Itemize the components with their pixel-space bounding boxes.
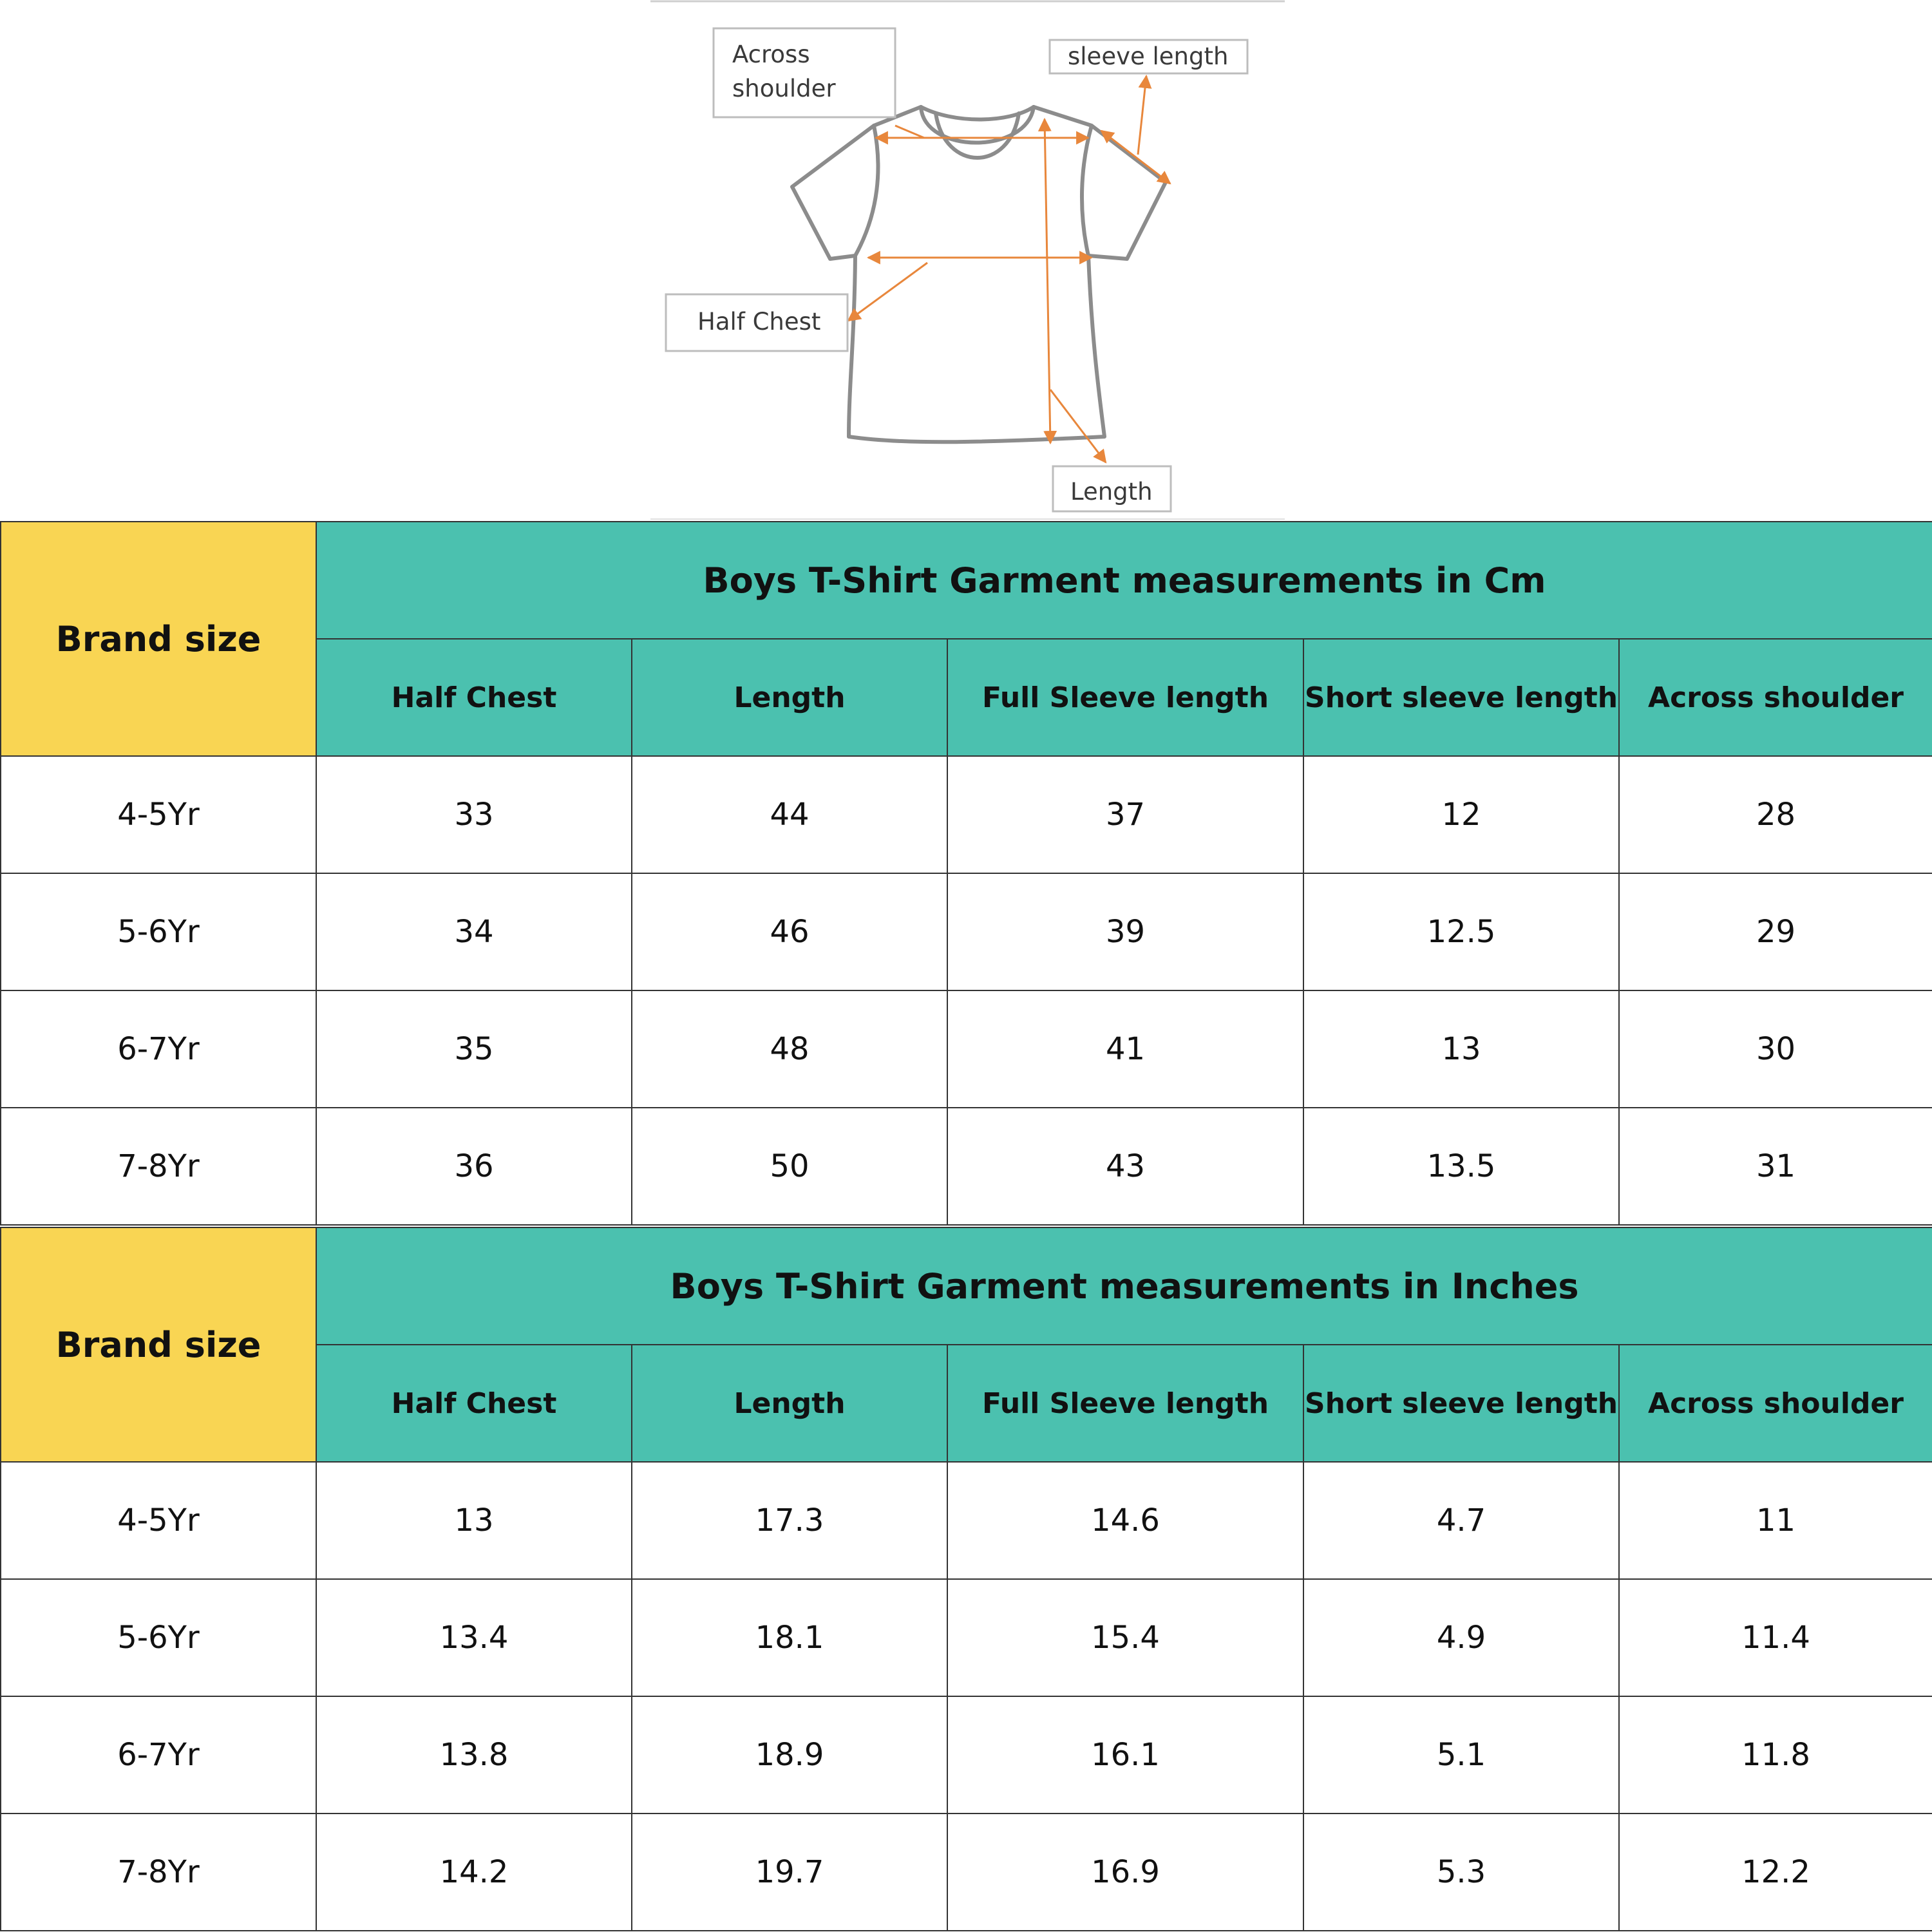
- across-shoulder-leader: [895, 126, 924, 138]
- size-cell: 6-7Yr: [1, 990, 316, 1108]
- label-sleeve-length: [1050, 40, 1247, 73]
- value-cell: 36: [316, 1108, 632, 1225]
- brand-size-header: Brand size: [1, 522, 316, 756]
- label-across-shoulder: [714, 28, 895, 117]
- value-cell: 35: [316, 990, 632, 1108]
- column-header-across-shoulder: Across shoulder: [1619, 639, 1932, 756]
- size-cell: 4-5Yr: [1, 756, 316, 873]
- column-header-short-sleeve-length: Short sleeve length: [1303, 1345, 1619, 1462]
- value-cell: 28: [1619, 756, 1932, 873]
- value-cell: 39: [947, 873, 1303, 990]
- label-length: [1053, 466, 1171, 511]
- table-row: [1, 1579, 1932, 1696]
- label-half-chest: [666, 294, 848, 351]
- table-row: [1, 756, 1932, 873]
- size-cell: 6-7Yr: [1, 1696, 316, 1814]
- value-cell: 5.3: [1303, 1814, 1619, 1931]
- tshirt-outline-icon: [792, 107, 1166, 442]
- size-cell: 7-8Yr: [1, 1108, 316, 1225]
- value-cell: 11.8: [1619, 1696, 1932, 1814]
- value-cell: 13.5: [1303, 1108, 1619, 1225]
- value-cell: 14.2: [316, 1814, 632, 1931]
- value-cell: 4.9: [1303, 1579, 1619, 1696]
- column-header-length: Length: [632, 1345, 947, 1462]
- value-cell: 44: [632, 756, 947, 873]
- tshirt-diagram-svg: [647, 0, 1288, 520]
- value-cell: 30: [1619, 990, 1932, 1108]
- value-cell: 19.7: [632, 1814, 947, 1931]
- value-cell: 29: [1619, 873, 1932, 990]
- size-cell: 5-6Yr: [1, 873, 316, 990]
- column-header-across-shoulder: Across shoulder: [1619, 1345, 1932, 1462]
- half-chest-leader: [848, 263, 927, 321]
- table-row: [1, 873, 1932, 990]
- value-cell: 15.4: [947, 1579, 1303, 1696]
- value-cell: 18.1: [632, 1579, 947, 1696]
- value-cell: 43: [947, 1108, 1303, 1225]
- value-cell: 14.6: [947, 1462, 1303, 1579]
- column-header-full-sleeve-length: Full Sleeve length: [947, 1345, 1303, 1462]
- size-cell: 7-8Yr: [1, 1814, 316, 1931]
- table-title: Boys T-Shirt Garment measurements in Inches: [316, 1227, 1932, 1345]
- column-header-half-chest: Half Chest: [316, 639, 632, 756]
- across-shoulder-label-line2: shoulder: [732, 75, 836, 102]
- length-arrow: [1045, 119, 1050, 443]
- value-cell: 41: [947, 990, 1303, 1108]
- size-cell: 4-5Yr: [1, 1462, 316, 1579]
- value-cell: 17.3: [632, 1462, 947, 1579]
- sleeve-length-label: sleeve length: [1068, 43, 1229, 70]
- length-label: Length: [1070, 478, 1153, 506]
- value-cell: 37: [947, 756, 1303, 873]
- value-cell: 13: [1303, 990, 1619, 1108]
- value-cell: 12.5: [1303, 873, 1619, 990]
- table-row: [1, 1108, 1932, 1225]
- value-cell: 18.9: [632, 1696, 947, 1814]
- value-cell: 11: [1619, 1462, 1932, 1579]
- sleeve-length-arrow: [1101, 131, 1170, 184]
- value-cell: 11.4: [1619, 1579, 1932, 1696]
- value-cell: 5.1: [1303, 1696, 1619, 1814]
- size-table-inches: [0, 1227, 1932, 1931]
- across-shoulder-label-line1: Across: [732, 41, 810, 68]
- size-table-cm: [0, 521, 1932, 1226]
- value-cell: 13.4: [316, 1579, 632, 1696]
- brand-size-header: Brand size: [1, 1227, 316, 1462]
- value-cell: 46: [632, 873, 947, 990]
- column-header-full-sleeve-length: Full Sleeve length: [947, 639, 1303, 756]
- value-cell: 13.8: [316, 1696, 632, 1814]
- sleeve-length-leader: [1138, 76, 1146, 155]
- column-header-length: Length: [632, 639, 947, 756]
- table-row: [1, 990, 1932, 1108]
- value-cell: 50: [632, 1108, 947, 1225]
- value-cell: 31: [1619, 1108, 1932, 1225]
- value-cell: 4.7: [1303, 1462, 1619, 1579]
- value-cell: 33: [316, 756, 632, 873]
- measurement-diagram: [647, 0, 1288, 520]
- value-cell: 48: [632, 990, 947, 1108]
- value-cell: 34: [316, 873, 632, 990]
- table-row: [1, 1814, 1932, 1931]
- table-row: [1, 1696, 1932, 1814]
- table-row: [1, 1462, 1932, 1579]
- table-title: Boys T-Shirt Garment measurements in Cm: [316, 522, 1932, 639]
- value-cell: 12.2: [1619, 1814, 1932, 1931]
- value-cell: 16.9: [947, 1814, 1303, 1931]
- column-header-half-chest: Half Chest: [316, 1345, 632, 1462]
- value-cell: 12: [1303, 756, 1619, 873]
- length-leader: [1050, 390, 1106, 462]
- size-cell: 5-6Yr: [1, 1579, 316, 1696]
- value-cell: 13: [316, 1462, 632, 1579]
- column-header-short-sleeve-length: Short sleeve length: [1303, 639, 1619, 756]
- half-chest-label: Half Chest: [697, 308, 821, 336]
- value-cell: 16.1: [947, 1696, 1303, 1814]
